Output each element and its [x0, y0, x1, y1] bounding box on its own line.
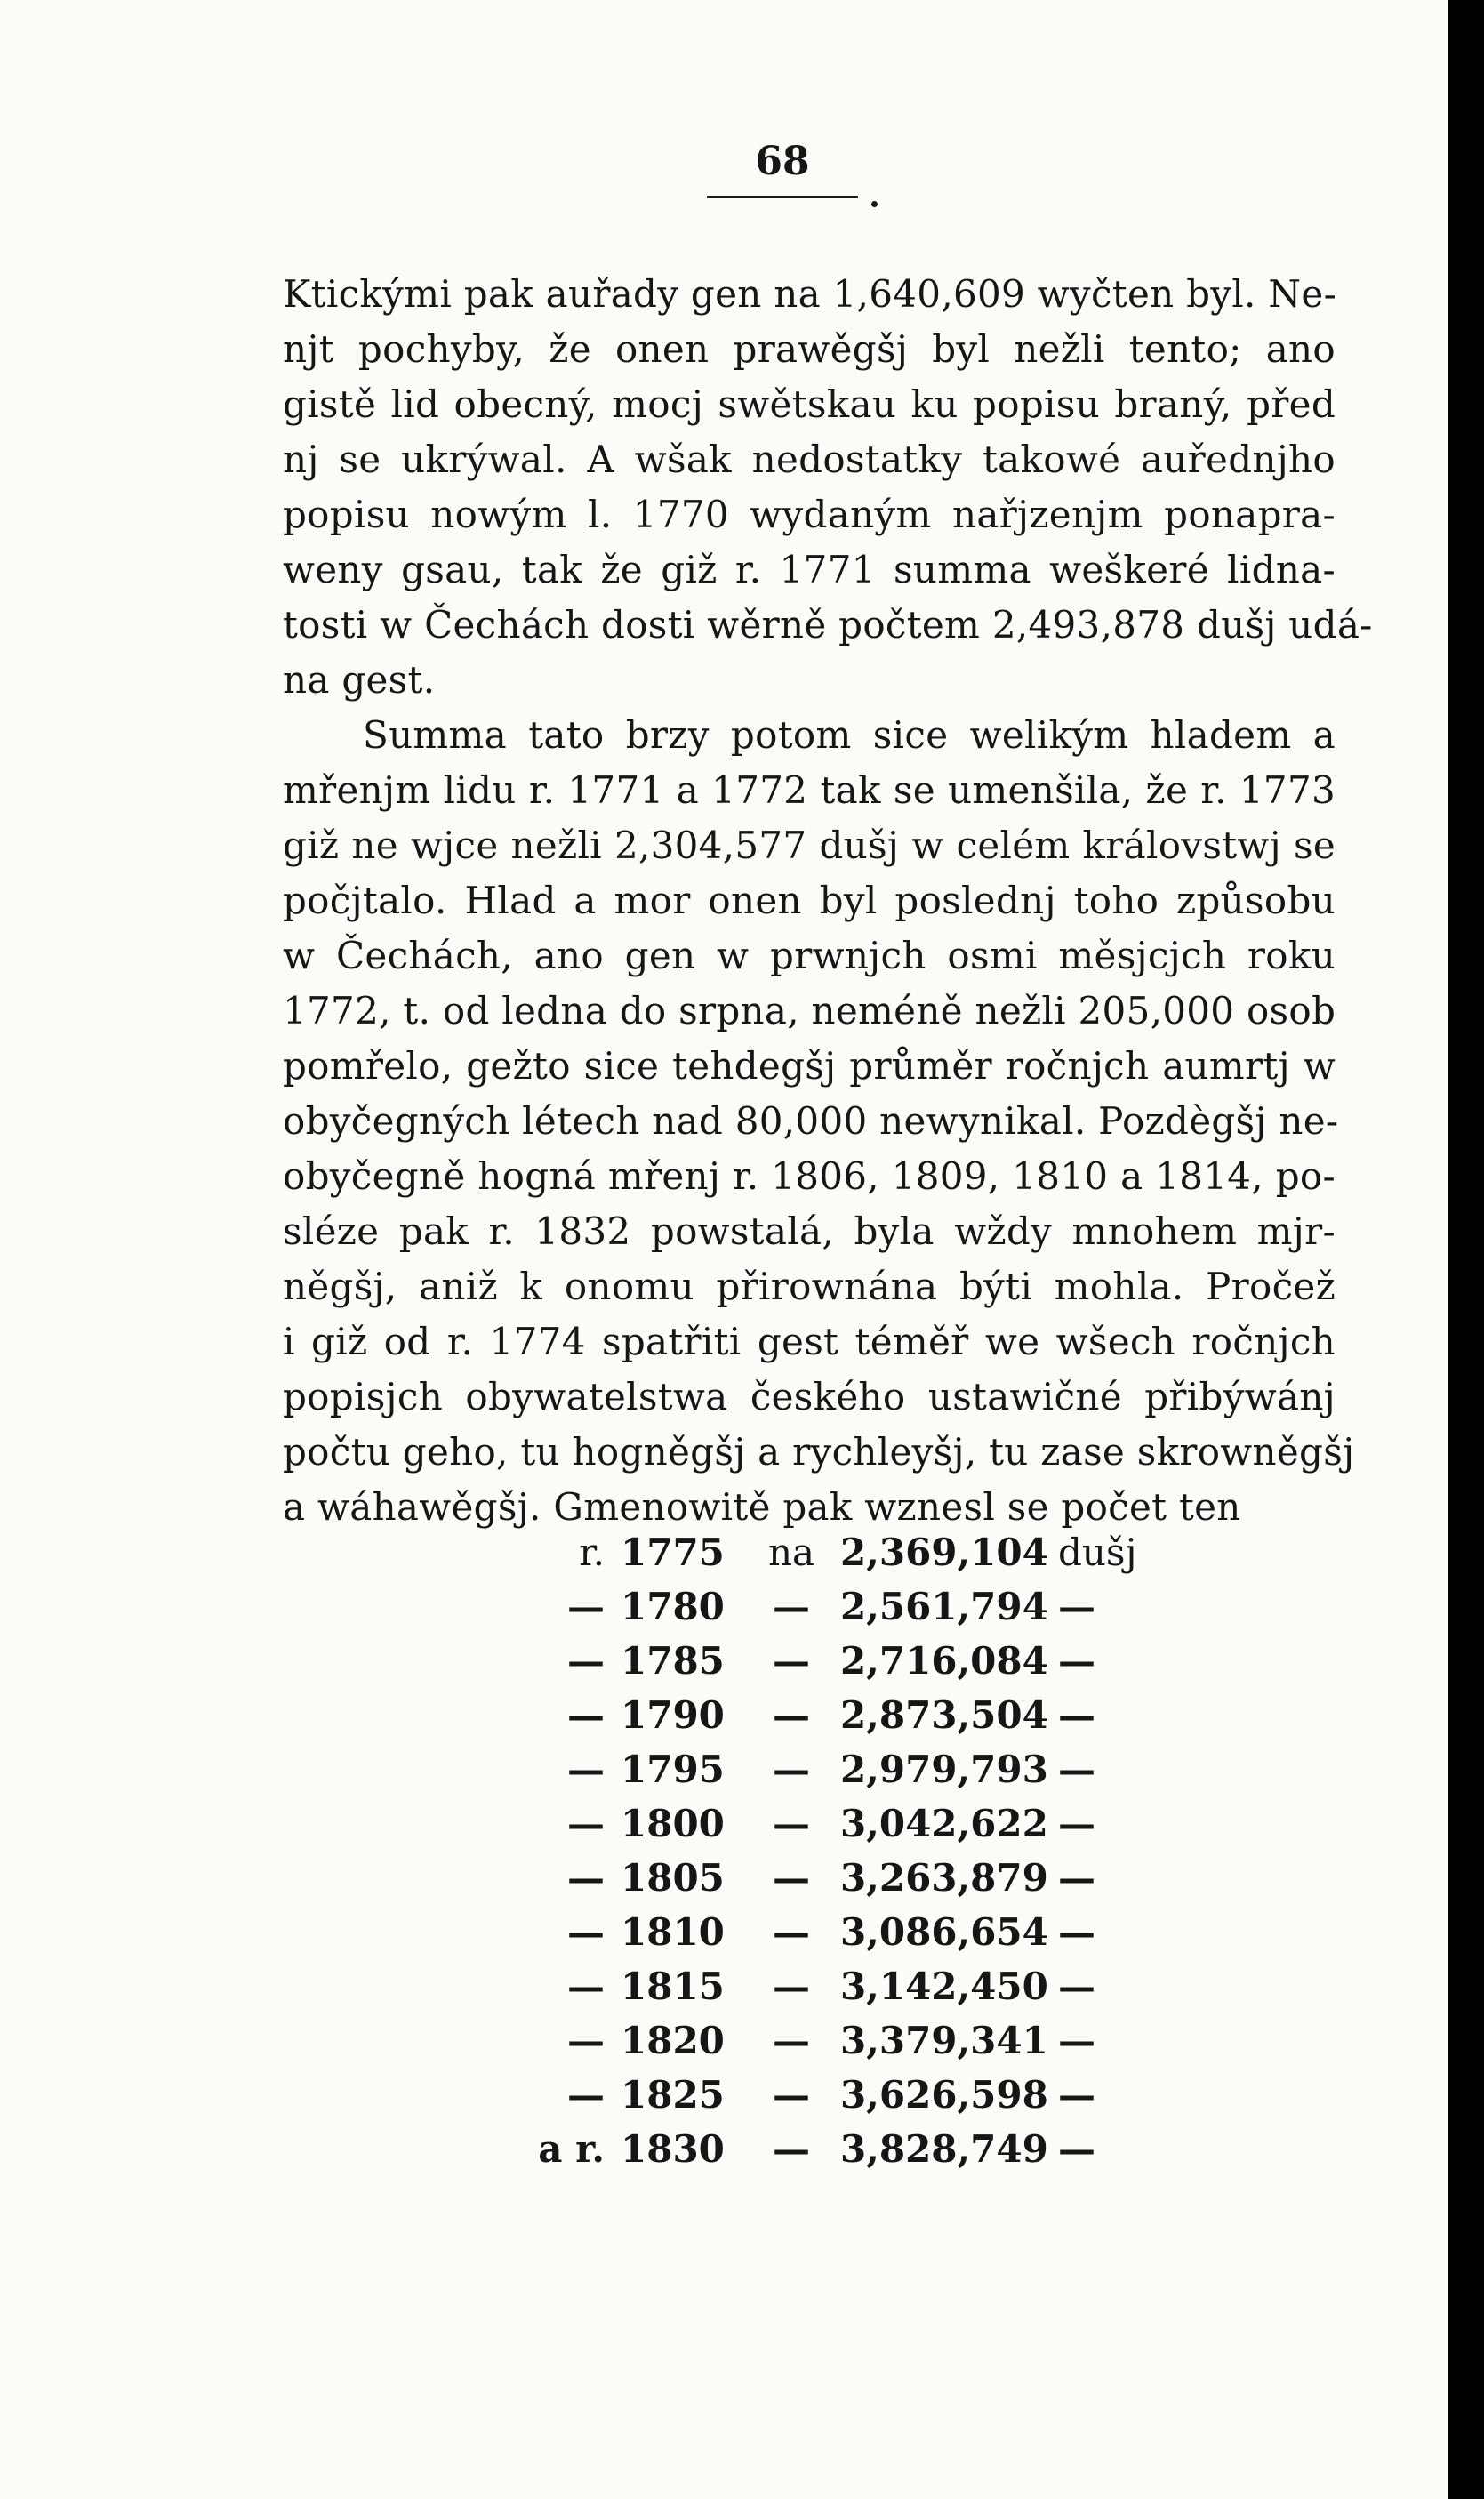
row-value: 3,263,879	[840, 1856, 1048, 1900]
text-line: pomřelo, gežto sice tehdegšj průměr ročnjch aumrtj w	[283, 1044, 1336, 1088]
row-year: 1810	[621, 1910, 725, 1954]
row-lead: —	[567, 1693, 605, 1737]
row-value: 2,979,793	[840, 1748, 1048, 1791]
row-mid: —	[773, 1802, 810, 1845]
row-value: 3,142,450	[840, 1965, 1048, 2008]
text-line: njt pochyby, že onen prawěgšj byl nežli tento; ano	[283, 327, 1336, 371]
row-value: 3,828,749	[840, 2127, 1048, 2171]
row-lead: a r.	[538, 2127, 605, 2171]
row-year: 1775	[621, 1531, 725, 1574]
row-tail: —	[1058, 1639, 1095, 1683]
row-year: 1800	[621, 1802, 725, 1845]
row-year: 1790	[621, 1693, 725, 1737]
text-line: popisu nowým l. 1770 wydaným nařjzenjm ponapra-	[283, 493, 1336, 536]
row-value: 3,626,598	[840, 2073, 1048, 2117]
row-value: 2,561,794	[840, 1585, 1048, 1628]
text-line: nj se ukrýwal. A wšak nedostatky takowé auřednjho	[283, 438, 1336, 481]
row-value: 2,873,504	[840, 1693, 1048, 1737]
text-line: a wáhawěgšj. Gmenowitě pak wznesl se počet ten	[283, 1485, 1241, 1529]
body-text	[283, 267, 1373, 1535]
row-year: 1815	[621, 1965, 725, 2008]
header-rule	[707, 196, 858, 198]
text-line: na gest.	[283, 658, 436, 702]
row-lead: —	[567, 1639, 605, 1683]
row-lead: —	[567, 2019, 605, 2062]
row-year: 1830	[621, 2127, 725, 2171]
text-line: giž ne wjce nežli 2,304,577 dušj w celém královstwj se	[283, 824, 1336, 867]
row-mid: —	[773, 1965, 810, 2008]
text-line: w Čechách, ano gen w prwnjch osmi měsjcjch roku	[283, 934, 1336, 977]
row-mid: —	[773, 1748, 810, 1791]
row-mid: —	[773, 1693, 810, 1737]
row-mid: —	[773, 2019, 810, 2062]
text-line: gistě lid obecný, mocj swětskau ku popisu braný, před	[283, 382, 1336, 426]
row-mid: —	[773, 1910, 810, 1954]
row-year: 1785	[621, 1639, 725, 1683]
text-line: mřenjm lidu r. 1771 a 1772 tak se umenšila, že r. 1773	[283, 768, 1336, 812]
row-lead: r.	[579, 1531, 605, 1574]
row-lead: —	[567, 2073, 605, 2117]
text-line: popisjch obywatelstwa českého ustawičné přibýwánj	[283, 1375, 1336, 1418]
row-value: 3,379,341	[840, 2019, 1048, 2062]
row-lead: —	[567, 1856, 605, 1900]
row-mid: —	[773, 2073, 810, 2117]
row-year: 1825	[621, 2073, 725, 2117]
row-tail: —	[1058, 2019, 1095, 2062]
text-line: něgšj, aniž k onomu přirownána býti mohla. Pročež	[283, 1265, 1336, 1308]
paragraph-2	[283, 708, 1355, 1535]
row-tail: —	[1058, 1693, 1095, 1737]
text-line: 1772, t. od ledna do srpna, neméně nežli 205,000 osob	[283, 989, 1336, 1033]
row-mid: —	[773, 1585, 810, 1628]
row-lead: —	[567, 1965, 605, 2008]
row-mid: —	[773, 1639, 810, 1683]
row-tail: —	[1058, 1965, 1095, 2008]
row-year: 1805	[621, 1856, 725, 1900]
text-line: obyčegných létech nad 80,000 newynikal. Pozdègšj ne-	[283, 1099, 1339, 1143]
scan-edge	[1448, 0, 1484, 2499]
page-header	[685, 139, 880, 198]
row-value: 3,086,654	[840, 1910, 1048, 1954]
row-tail: —	[1058, 1802, 1095, 1845]
row-tail: —	[1058, 1910, 1095, 1954]
text-line: Ktickými pak auřady gen na 1,640,609 wyčten byl. Ne-	[283, 272, 1337, 316]
text-line: počjtalo. Hlad a mor onen byl poslednj toho způsobu	[283, 879, 1336, 922]
row-tail: —	[1058, 1856, 1095, 1900]
row-mid: na	[767, 1531, 815, 1574]
row-lead: —	[567, 1802, 605, 1845]
row-value: 2,369,104	[840, 1531, 1048, 1574]
row-value: 2,716,084	[840, 1639, 1048, 1683]
row-lead: —	[567, 1585, 605, 1628]
row-mid: —	[773, 2127, 810, 2171]
paragraph-1	[283, 267, 1373, 708]
text-line: i giž od r. 1774 spatřiti gest téměř we wšech ročnjch	[283, 1320, 1336, 1363]
row-year: 1820	[621, 2019, 725, 2062]
text-line: Summa tato brzy potom sice welikým hladem a	[363, 713, 1336, 757]
row-year: 1795	[621, 1748, 725, 1791]
row-tail: —	[1058, 1748, 1095, 1791]
row-year: 1780	[621, 1585, 725, 1628]
text-line: weny gsau, tak že giž r. 1771 summa weškeré lidna-	[283, 548, 1336, 591]
text-line: sléze pak r. 1832 powstalá, byla wždy mnohem mjr-	[283, 1209, 1336, 1253]
page-number: 68	[755, 139, 810, 184]
row-tail: —	[1058, 1585, 1095, 1628]
row-tail: —	[1058, 2127, 1095, 2171]
text-line: počtu geho, tu hogněgšj a rychleyšj, tu zase skrowněgšj	[283, 1430, 1355, 1474]
text-line: tosti w Čechách dosti wěrně počtem 2,493,878 dušj udá-	[283, 603, 1373, 647]
row-lead: —	[567, 1910, 605, 1954]
row-value: 3,042,622	[840, 1802, 1048, 1845]
row-lead: —	[567, 1748, 605, 1791]
text-line: obyčegně hogná mřenj r. 1806, 1809, 1810 a 1814, po-	[283, 1154, 1336, 1198]
row-tail: dušj	[1058, 1531, 1137, 1574]
row-mid: —	[773, 1856, 810, 1900]
row-tail: —	[1058, 2073, 1095, 2117]
